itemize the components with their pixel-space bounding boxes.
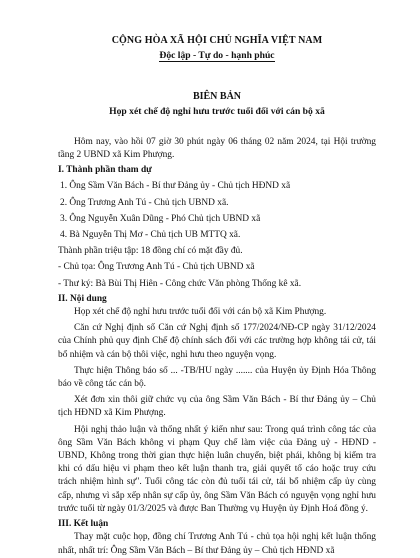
member-item: 1. Ông Sầm Văn Bách - Bí thư Đảng ủy - Chủ tịch HĐND xã <box>60 181 291 192</box>
attendance-line: Thành phần triệu tập: 18 đồng chí có mặt đầy đủ. <box>58 246 243 257</box>
section-2-heading: II. Nội dung <box>58 293 107 304</box>
content-paragraph: Thực hiện Thông báo số ... -TB/HU ngày ....... của Huyện ủy Định Hóa Thông báo về công tác cán bộ. <box>58 365 376 390</box>
member-item: 3. Ông Nguyễn Xuân Dũng - Phó Chủ tịch UBND xã <box>60 213 261 224</box>
content-paragraph: Căn cứ Nghị định số Căn cứ Nghị định số 177/2024/NĐ-CP ngày 31/12/2024 của Chính phủ quy định Chế độ chính sách đối với các trường hợp không tái cử, tái bổ nhiệm và cán bộ thôi việc, nghỉ hưu theo nguyện vọng. <box>58 323 376 360</box>
section-1-heading: I. Thành phần tham dự <box>58 165 152 176</box>
secretary-line: - Thư ký: Bà Bùi Thị Hiên - Công chức Văn phòng Thống kê xã. <box>58 278 302 289</box>
chair-line: - Chủ tọa: Ông Trương Anh Tú - Chủ tịch UBND xã <box>58 262 255 273</box>
content-paragraph: Họp xét chế độ nghỉ hưu trước tuổi đối với cán bộ xã Kim Phượng. <box>74 307 327 318</box>
national-motto <box>58 49 376 62</box>
member-item: 4. Bà Nguyễn Thị Mơ - Chủ tịch UB MTTQ xã. <box>60 230 241 241</box>
content-paragraph: Hội nghị thảo luận và thống nhất ý kiến như sau: Trong quá trình công tác của ông Sầm Văn Bách không vi phạm Quy chế làm việc của Đảng uỷ - HĐND - UBND, Không trong thời gian thực hiện luân chuyển, biệt phái, không bị kiểm tra khi có dấu hiệu vi phạm theo kết luận thanh tra, giải quyết tố cáo hoặc truy cứu trách nhiệm hình sự". Tuổi công tác còn đủ tuổi tái cử, tái bổ nhiệm cấp ủy cùng cấp, nhưng vì sắp xếp nhân sự cấp ủy, ông Sầm Văn Bách có nguyện vọng nghỉ hưu trước tuổi từ ngày 01/3/2025 và được Ban Thường vụ Huyện ủy Định Hoá đồng ý. <box>58 424 376 514</box>
section-3-heading: III. Kết luận <box>58 519 109 530</box>
document-subtitle: Họp xét chế độ nghỉ hưu trước tuổi đối với cán bộ xã <box>109 105 325 117</box>
motto-text: Độc lập - Tự do - hạnh phúc <box>159 50 275 62</box>
document-title: BIÊN BẢN <box>192 91 242 103</box>
conclusion-paragraph: Thay mặt cuộc họp, đồng chí Trương Anh Tú - chủ tọa hội nghị kết luận thống nhất, nhất trí: Ông Sầm Văn Bách – Bí thư Đảng ủy – Chủ tịch HĐND xã <box>58 532 376 556</box>
national-title: CỘNG HÒA XÃ HỘI CHỦ NGHĨA VIỆT NAM <box>111 35 323 46</box>
content-paragraph: Xét đơn xin thôi giữ chức vụ của ông Sầm Văn Bách - Bí thư Đảng ủy – Chủ tịch HĐND xã Kim Phượng. <box>58 395 376 419</box>
member-item: 2. Ông Trương Anh Tú - Chủ tịch UBND xã. <box>60 197 229 208</box>
intro-paragraph: Hôm nay, vào hồi 07 giờ 30 phút ngày 06 tháng 02 năm 2024, tại Hội trường tầng 2 UBND xã Kim Phượng. <box>58 136 376 161</box>
